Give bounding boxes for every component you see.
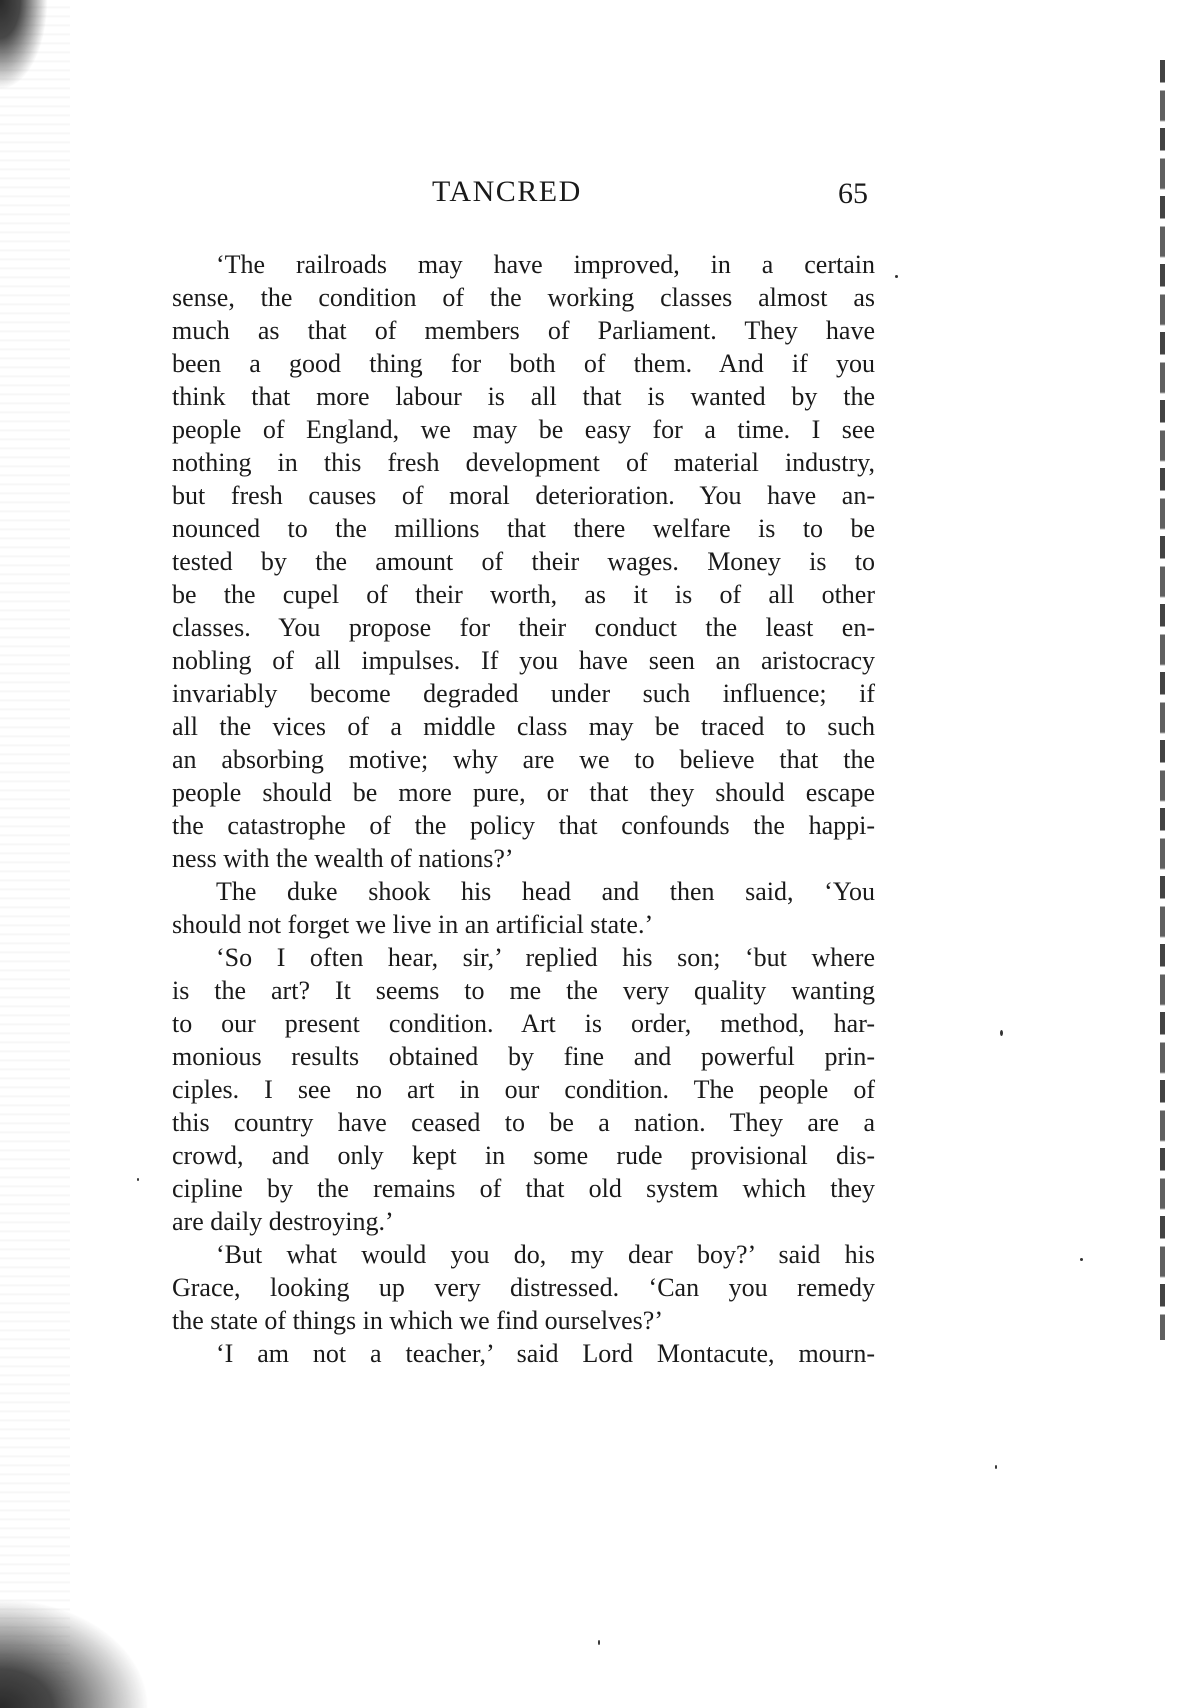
page-number: 65 [838, 177, 868, 210]
paper-speck [995, 1465, 997, 1469]
text-line: the catastrophe of the policy that confounds the happi- [172, 811, 875, 840]
text-line: much as that of members of Parliament. They have [172, 316, 875, 345]
text-line: ‘So I often hear, sir,’ replied his son; ‘but where [216, 943, 875, 972]
text-line: but fresh causes of moral deterioration. You have an- [172, 481, 875, 510]
page-left-edge-shadow [0, 0, 70, 1708]
text-line: been a good thing for both of them. And if you [172, 349, 875, 378]
text-line: to our present condition. Art is order, method, har- [172, 1009, 875, 1038]
text-line: classes. You propose for their conduct the least en- [172, 613, 875, 642]
page-header [0, 175, 1177, 225]
text-line: be the cupel of their worth, as it is of all other [172, 580, 875, 609]
text-line: people should be more pure, or that they should escape [172, 778, 875, 807]
text-line: ciples. I see no art in our condition. The people of [172, 1075, 875, 1104]
paper-speck [137, 1178, 139, 1181]
text-line: ness with the wealth of nations?’ [172, 844, 514, 873]
text-line: tested by the amount of their wages. Money is to [172, 547, 875, 576]
text-line: think that more labour is all that is wanted by the [172, 382, 875, 411]
text-line: The duke shook his head and then said, ‘You [216, 877, 875, 906]
text-line: Grace, looking up very distressed. ‘Can you remedy [172, 1273, 875, 1302]
text-line: ‘But what would you do, my dear boy?’ said his [216, 1240, 875, 1269]
text-line: nothing in this fresh development of material industry, [172, 448, 875, 477]
text-line: all the vices of a middle class may be traced to such [172, 712, 875, 741]
text-line: sense, the condition of the working classes almost as [172, 283, 875, 312]
text-line: nounced to the millions that there welfare is to be [172, 514, 875, 543]
text-line: ‘I am not a teacher,’ said Lord Montacute, mourn- [216, 1339, 875, 1368]
paper-speck [1080, 1258, 1083, 1261]
text-line: nobling of all impulses. If you have seen an aristocracy [172, 646, 875, 675]
text-line: this country have ceased to be a nation. They are a [172, 1108, 875, 1137]
paper-speck [895, 275, 898, 278]
text-line: cipline by the remains of that old system which they [172, 1174, 875, 1203]
text-line: people of England, we may be easy for a time. I see [172, 415, 875, 444]
text-line: crowd, and only kept in some rude provisional dis- [172, 1141, 875, 1170]
paper-speck [1000, 1030, 1003, 1036]
text-line: monious results obtained by fine and powerful prin- [172, 1042, 875, 1071]
text-line: invariably become degraded under such influence; if [172, 679, 875, 708]
text-line: an absorbing motive; why are we to believe that the [172, 745, 875, 774]
page-right-edge-mark [1160, 60, 1165, 1340]
paper-speck [598, 1640, 600, 1645]
body-text [172, 248, 875, 1370]
text-line: the state of things in which we find ourselves?’ [172, 1306, 663, 1335]
text-line: ‘The railroads may have improved, in a certain [216, 250, 875, 279]
text-line: should not forget we live in an artificial state.’ [172, 910, 654, 939]
text-line: are daily destroying.’ [172, 1207, 394, 1236]
text-line: is the art? It seems to me the very quality wanting [172, 976, 875, 1005]
running-title: TANCRED [432, 175, 582, 208]
